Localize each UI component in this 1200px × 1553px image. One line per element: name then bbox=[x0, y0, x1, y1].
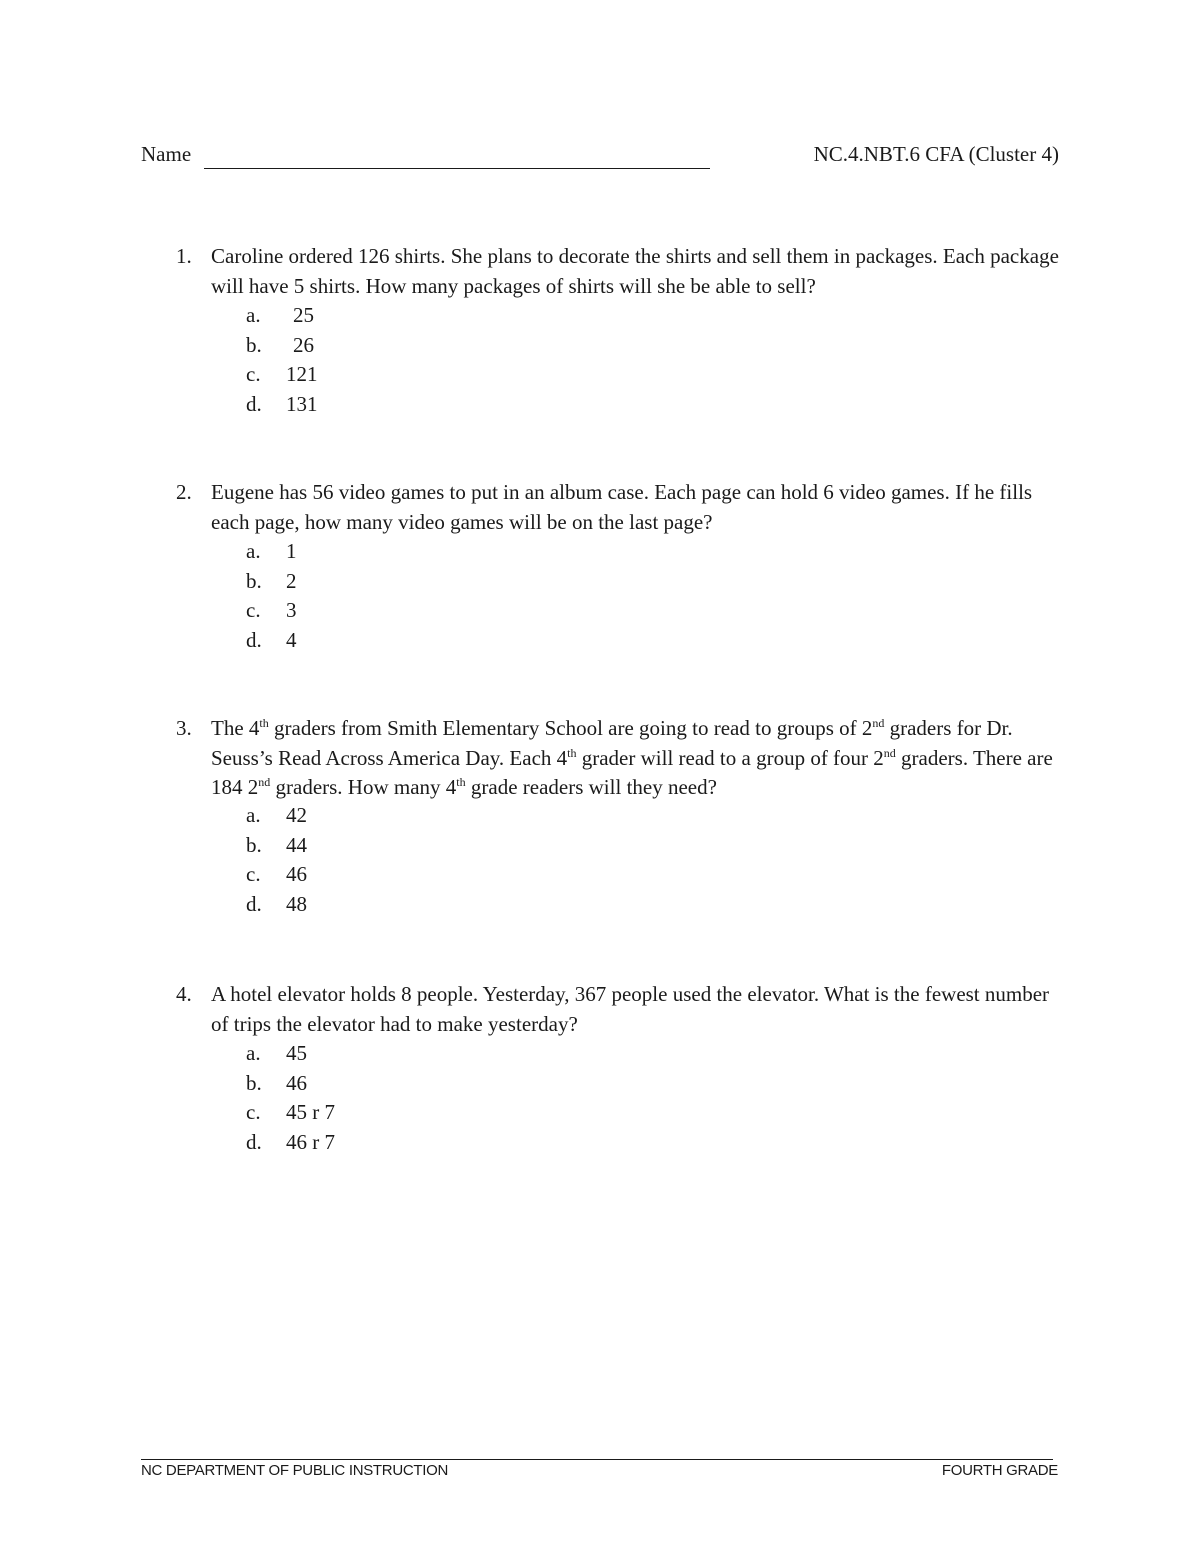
choice-letter: d. bbox=[246, 1129, 262, 1154]
choice-letter: c. bbox=[246, 862, 261, 886]
choice-value: 44 bbox=[286, 832, 307, 857]
choice-value: 26 bbox=[293, 332, 314, 357]
choice-c[interactable] bbox=[246, 360, 446, 390]
choice-c[interactable] bbox=[246, 1098, 446, 1128]
choice-list bbox=[246, 1039, 446, 1157]
question-number: 2. bbox=[176, 480, 192, 504]
question-number: 4. bbox=[176, 982, 192, 1006]
choice-d[interactable] bbox=[246, 390, 446, 420]
choice-letter: c. bbox=[246, 1100, 261, 1124]
choice-value: 1 bbox=[286, 539, 297, 563]
choice-value: 45 bbox=[286, 1041, 307, 1065]
choice-letter: c. bbox=[246, 362, 261, 386]
choice-d[interactable] bbox=[246, 890, 446, 920]
choice-value: 131 bbox=[286, 391, 318, 416]
choice-b[interactable] bbox=[246, 831, 446, 861]
choice-list bbox=[246, 301, 446, 419]
choice-b[interactable] bbox=[246, 1069, 446, 1099]
choice-value: 42 bbox=[286, 803, 307, 827]
choice-a[interactable] bbox=[246, 1039, 446, 1069]
question-number: 3. bbox=[176, 716, 192, 740]
page-header bbox=[141, 142, 1059, 174]
choice-list bbox=[246, 801, 446, 919]
question-text: A hotel elevator holds 8 people. Yesterday, 367 people used the elevator. What is the fewest number of trips the elevator had to make yesterday? bbox=[211, 982, 1050, 1036]
choice-b[interactable] bbox=[246, 567, 446, 597]
choice-letter: b. bbox=[246, 1070, 262, 1095]
choice-value: 25 bbox=[293, 303, 314, 327]
name-blank-line[interactable] bbox=[204, 168, 710, 169]
choice-a[interactable] bbox=[246, 537, 446, 567]
question-text: The 4th graders from Smith Elementary School are going to read to groups of 2nd graders for Dr. Seuss’s Read Across America Day. Each 4th grader will read to a group of four 2nd graders. There are 184 2nd graders. How many 4th grade readers will they need? bbox=[211, 716, 1053, 799]
choice-c[interactable] bbox=[246, 596, 446, 626]
name-label: Name bbox=[141, 142, 192, 166]
choice-a[interactable] bbox=[246, 801, 446, 831]
choice-value: 45 r 7 bbox=[286, 1100, 335, 1124]
choice-letter: a. bbox=[246, 803, 261, 827]
choice-value: 46 bbox=[286, 862, 307, 886]
choice-d[interactable] bbox=[246, 626, 446, 656]
choice-a[interactable] bbox=[246, 301, 446, 331]
question-text: Caroline ordered 126 shirts. She plans to decorate the shirts and sell them in packages. Each package will have 5 shirts. How many packages of shirts will she be able to sell? bbox=[211, 244, 1059, 298]
choice-letter: c. bbox=[246, 598, 261, 622]
test-code: NC.4.NBT.6 CFA (Cluster 4) bbox=[813, 142, 1059, 166]
choice-value: 3 bbox=[286, 598, 297, 622]
question-text: Eugene has 56 video games to put in an album case. Each page can hold 6 video games. If he fills each page, how many video games will be on the last page? bbox=[211, 480, 1033, 534]
question-number: 1. bbox=[176, 244, 192, 268]
choice-list bbox=[246, 537, 446, 655]
choice-value: 46 r 7 bbox=[286, 1129, 335, 1154]
choice-value: 4 bbox=[286, 627, 297, 652]
choice-b[interactable] bbox=[246, 331, 446, 361]
choice-value: 121 bbox=[286, 362, 318, 386]
choice-d[interactable] bbox=[246, 1128, 446, 1158]
choice-letter: d. bbox=[246, 891, 262, 916]
choice-value: 48 bbox=[286, 891, 307, 916]
choice-letter: b. bbox=[246, 832, 262, 857]
choice-value: 2 bbox=[286, 568, 297, 593]
choice-letter: d. bbox=[246, 391, 262, 416]
footer-grade: FOURTH GRADE bbox=[941, 1462, 1058, 1479]
choice-letter: a. bbox=[246, 303, 261, 327]
choice-letter: a. bbox=[246, 539, 261, 563]
choice-letter: b. bbox=[246, 332, 262, 357]
footer-rule bbox=[141, 1459, 1053, 1460]
footer-department: NC DEPARTMENT OF PUBLIC INSTRUCTION bbox=[141, 1462, 449, 1479]
choice-c[interactable] bbox=[246, 860, 446, 890]
choice-value: 46 bbox=[286, 1070, 307, 1095]
choice-letter: d. bbox=[246, 627, 262, 652]
choice-letter: a. bbox=[246, 1041, 261, 1065]
choice-letter: b. bbox=[246, 568, 262, 593]
